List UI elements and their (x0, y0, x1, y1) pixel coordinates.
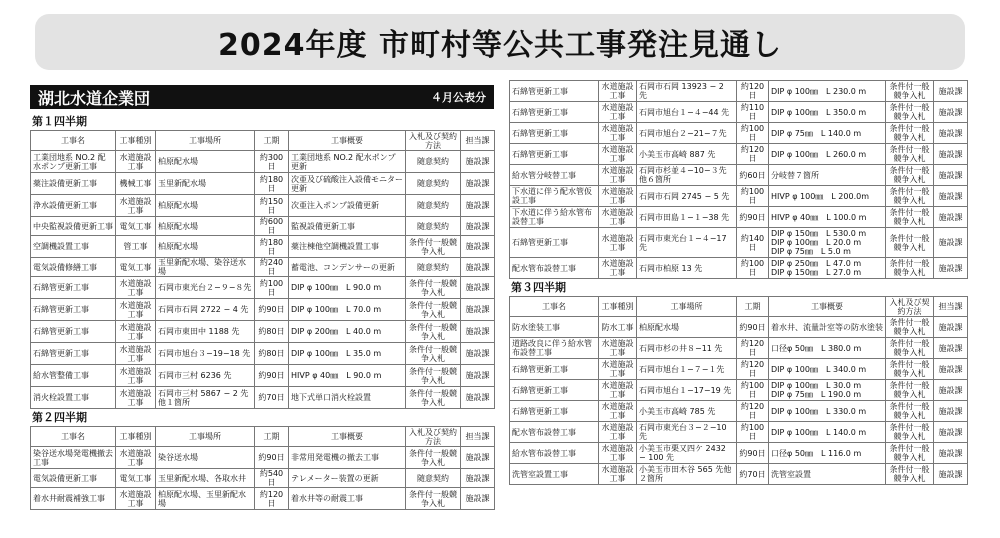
work-name-cell: 電気設備修繕工事 (31, 258, 116, 277)
work-name-cell: 下水道に伴う配水管仮設工事 (510, 186, 599, 207)
announce-label: ４月公表分 (431, 91, 486, 104)
bid-method-cell: 条件付一般競争入札 (886, 207, 934, 228)
department-cell: 施設課 (461, 236, 495, 258)
table-row (510, 102, 968, 123)
department-cell: 施設課 (461, 488, 495, 510)
table-q3 (509, 296, 968, 485)
work-summary-cell: DIP φ 75㎜ L 140.0 m (769, 123, 886, 144)
bid-method-cell: 随意契約 (406, 151, 461, 173)
work-location-cell: 石岡市杉の井８−11 先 (637, 338, 737, 359)
column-header: 工事概要 (289, 131, 406, 151)
work-type-cell: 機械工事 (116, 173, 156, 195)
work-type-cell: 電気工事 (116, 469, 156, 488)
bid-method-cell: 条件付一般競争入札 (886, 258, 934, 279)
bid-method-cell: 条件付一般競争入札 (886, 186, 934, 207)
work-name-cell: 配水管布設替工事 (510, 422, 599, 443)
work-summary-cell: 薬注棟他空調機設置工事 (289, 236, 406, 258)
work-name-cell: 薬注設備更新工事 (31, 173, 116, 195)
work-period-cell: 約70日 (255, 387, 289, 409)
work-location-cell: 石岡市石岡 13923 − 2 先 (637, 81, 737, 102)
table-row (510, 123, 968, 144)
column-header: 入札及び契約方法 (406, 131, 461, 151)
work-summary-cell: DIP φ 150㎜ L 530.0 m DIP φ 100㎜ L 20.0 m DIP φ 75㎜ L 5.0 m (769, 228, 886, 258)
department-cell: 施設課 (934, 165, 968, 186)
bid-method-cell: 条件付一般競争入札 (406, 321, 461, 343)
work-name-cell: 染谷送水場発電機撤去工事 (31, 447, 116, 469)
work-period-cell: 約100日 (737, 123, 769, 144)
bid-method-cell: 条件付一般競争入札 (886, 144, 934, 165)
work-summary-cell: DIP φ 100㎜ L 70.0 m (289, 299, 406, 321)
column-header: 工事場所 (156, 427, 255, 447)
organization-band (30, 85, 494, 109)
organization-name: 湖北水道企業団 (38, 88, 151, 108)
work-location-cell: 柏原配水場 (637, 317, 737, 338)
work-location-cell: 柏原配水場、玉里新配水場 (156, 488, 255, 510)
department-cell: 施設課 (934, 380, 968, 401)
table-row (31, 217, 495, 236)
work-location-cell: 玉里新配水場、染谷送水場 (156, 258, 255, 277)
work-type-cell: 水道施設工事 (599, 81, 637, 102)
work-location-cell: 石岡市石岡 2722 − 4 先 (156, 299, 255, 321)
work-name-cell: 中央監視設備更新工事 (31, 217, 116, 236)
table-row (510, 464, 968, 485)
work-name-cell: 石綿管更新工事 (31, 343, 116, 365)
table-row (31, 195, 495, 217)
table-row (31, 447, 495, 469)
work-location-cell: 石岡市旭台１−７−１先 (637, 359, 737, 380)
table-row (510, 401, 968, 422)
column-header: 工事名 (31, 131, 116, 151)
bid-method-cell: 条件付一般競争入札 (406, 488, 461, 510)
table-q1 (30, 130, 495, 409)
column-header: 入札及び契約方法 (406, 427, 461, 447)
bid-method-cell: 条件付一般競争入札 (886, 464, 934, 485)
table-row (510, 443, 968, 464)
work-location-cell: 石岡市東光台１−４−17 先 (637, 228, 737, 258)
department-cell: 施設課 (934, 228, 968, 258)
table-row (510, 81, 968, 102)
work-summary-cell: 着水井、流量計室等の防水塗装 (769, 317, 886, 338)
work-period-cell: 約120日 (737, 338, 769, 359)
work-summary-cell: DIP φ 100㎜ L 30.0 m DIP φ 75㎜ L 190.0 m (769, 380, 886, 401)
table-row (31, 488, 495, 510)
work-type-cell: 水道施設工事 (599, 165, 637, 186)
work-location-cell: 小美玉市栗又四ケ 2432 − 100 先 (637, 443, 737, 464)
work-location-cell: 玉里新配水場 (156, 173, 255, 195)
work-type-cell: 水道施設工事 (116, 343, 156, 365)
bid-method-cell: 条件付一般競争入札 (886, 228, 934, 258)
work-summary-cell: DIP φ 100㎜ L 140.0 m (769, 422, 886, 443)
title-bar (35, 14, 965, 70)
bid-method-cell: 条件付一般競争入札 (886, 81, 934, 102)
work-name-cell: 石綿管更新工事 (31, 277, 116, 299)
work-type-cell: 電気工事 (116, 217, 156, 236)
bid-method-cell: 随意契約 (406, 195, 461, 217)
column-header: 入札及び契約方法 (886, 297, 934, 317)
department-cell: 施設課 (934, 317, 968, 338)
bid-method-cell: 条件付一般競争入札 (886, 443, 934, 464)
work-period-cell: 約80日 (255, 321, 289, 343)
table-row (31, 173, 495, 195)
table-row (510, 380, 968, 401)
table-row (510, 165, 968, 186)
work-period-cell: 約100日 (737, 186, 769, 207)
work-period-cell: 約540日 (255, 469, 289, 488)
department-cell: 施設課 (461, 469, 495, 488)
work-type-cell: 水道施設工事 (599, 338, 637, 359)
work-period-cell: 約100日 (737, 422, 769, 443)
department-cell: 施設課 (461, 195, 495, 217)
bid-method-cell: 条件付一般競争入札 (406, 447, 461, 469)
work-location-cell: 柏原配水場 (156, 195, 255, 217)
table-header-row (31, 427, 495, 447)
work-type-cell: 水道施設工事 (599, 144, 637, 165)
work-name-cell: 消火栓設置工事 (31, 387, 116, 409)
work-location-cell: 小美玉市高崎 887 先 (637, 144, 737, 165)
work-location-cell: 石岡市旭台１−17−19 先 (637, 380, 737, 401)
work-type-cell: 水道施設工事 (116, 321, 156, 343)
bid-method-cell: 条件付一般競争入札 (886, 338, 934, 359)
work-summary-cell: DIP φ 100㎜ L 35.0 m (289, 343, 406, 365)
column-header: 工事場所 (637, 297, 737, 317)
work-location-cell: 柏原配水場 (156, 151, 255, 173)
work-name-cell: 防水塗装工事 (510, 317, 599, 338)
column-header: 担当課 (461, 131, 495, 151)
table-row (31, 469, 495, 488)
department-cell: 施設課 (461, 321, 495, 343)
table-row (510, 144, 968, 165)
table-row (31, 151, 495, 173)
work-type-cell: 水道施設工事 (116, 387, 156, 409)
work-period-cell: 約120日 (737, 401, 769, 422)
department-cell: 施設課 (461, 173, 495, 195)
department-cell: 施設課 (934, 338, 968, 359)
work-period-cell: 約90日 (255, 299, 289, 321)
work-type-cell: 水道施設工事 (116, 277, 156, 299)
department-cell: 施設課 (934, 359, 968, 380)
work-name-cell: 配水管布設替工事 (510, 258, 599, 279)
work-summary-cell: HIVP φ 40㎜ L 90.0 m (289, 365, 406, 387)
work-period-cell: 約70日 (737, 464, 769, 485)
work-name-cell: 電気設備更新工事 (31, 469, 116, 488)
table-q2-continued (509, 80, 968, 279)
work-period-cell: 約120日 (737, 144, 769, 165)
work-period-cell: 約110日 (737, 102, 769, 123)
column-header: 担当課 (461, 427, 495, 447)
work-period-cell: 約80日 (255, 343, 289, 365)
department-cell: 施設課 (934, 443, 968, 464)
work-location-cell: 石岡市旭台１−４−44 先 (637, 102, 737, 123)
work-period-cell: 約90日 (255, 447, 289, 469)
work-location-cell: 石岡市田島１−１−38 先 (637, 207, 737, 228)
department-cell: 施設課 (934, 102, 968, 123)
work-name-cell: 給水管整備工事 (31, 365, 116, 387)
work-name-cell: 洗管室設置工事 (510, 464, 599, 485)
bid-method-cell: 条件付一般競争入札 (406, 343, 461, 365)
column-header: 工期 (255, 131, 289, 151)
section-label-q1: 第１四半期 (32, 115, 87, 128)
table-row (510, 359, 968, 380)
work-location-cell: 石岡市杉並４−10−３先他６箇所 (637, 165, 737, 186)
work-location-cell: 玉里新配水場、各取水井 (156, 469, 255, 488)
bid-method-cell: 条件付一般競争入札 (406, 277, 461, 299)
table-row (31, 343, 495, 365)
department-cell: 施設課 (934, 123, 968, 144)
work-summary-cell: 地下式単口消火栓設置 (289, 387, 406, 409)
work-period-cell: 約300日 (255, 151, 289, 173)
work-location-cell: 染谷送水場 (156, 447, 255, 469)
work-period-cell: 約120日 (737, 359, 769, 380)
department-cell: 施設課 (461, 299, 495, 321)
work-period-cell: 約140日 (737, 228, 769, 258)
section-label-q3: 第３四半期 (511, 281, 566, 294)
bid-method-cell: 条件付一般競争入札 (886, 380, 934, 401)
work-name-cell: 石綿管更新工事 (510, 228, 599, 258)
column-header: 工事名 (510, 297, 599, 317)
department-cell: 施設課 (934, 186, 968, 207)
page-title: 2024年度 市町村等公共工事発注見通し (218, 28, 782, 63)
work-type-cell: 水道施設工事 (599, 422, 637, 443)
work-name-cell: 給水管分岐替工事 (510, 165, 599, 186)
work-location-cell: 石岡市東光台３−２−10 先 (637, 422, 737, 443)
column-header: 担当課 (934, 297, 968, 317)
work-period-cell: 約90日 (737, 443, 769, 464)
table-row (510, 338, 968, 359)
work-summary-cell: 洗管室設置 (769, 464, 886, 485)
work-period-cell: 約60日 (737, 165, 769, 186)
work-name-cell: 石綿管更新工事 (510, 81, 599, 102)
bid-method-cell: 条件付一般競争入札 (886, 123, 934, 144)
work-summary-cell: DIP φ 100㎜ L 90.0 m (289, 277, 406, 299)
column-header: 工事種別 (599, 297, 637, 317)
work-type-cell: 水道施設工事 (599, 380, 637, 401)
bid-method-cell: 条件付一般競争入札 (886, 102, 934, 123)
work-summary-cell: 着水井等の耐震工事 (289, 488, 406, 510)
bid-method-cell: 随意契約 (406, 173, 461, 195)
work-name-cell: 下水道に伴う給水管布設替工事 (510, 207, 599, 228)
department-cell: 施設課 (934, 144, 968, 165)
work-type-cell: 水道施設工事 (599, 401, 637, 422)
work-type-cell: 水道施設工事 (599, 186, 637, 207)
work-period-cell: 約600日 (255, 217, 289, 236)
work-summary-cell: DIP φ 100㎜ L 260.0 m (769, 144, 886, 165)
work-type-cell: 水道施設工事 (116, 195, 156, 217)
work-name-cell: 給水管布設替工事 (510, 443, 599, 464)
work-location-cell: 石岡市三村 6236 先 (156, 365, 255, 387)
work-type-cell: 水道施設工事 (599, 207, 637, 228)
work-location-cell: 石岡市東田中 1188 先 (156, 321, 255, 343)
table-header-row (31, 131, 495, 151)
work-type-cell: 水道施設工事 (599, 359, 637, 380)
column-header: 工事概要 (289, 427, 406, 447)
bid-method-cell: 随意契約 (406, 469, 461, 488)
table-row (510, 228, 968, 258)
column-header: 工事概要 (769, 297, 886, 317)
work-type-cell: 水道施設工事 (599, 258, 637, 279)
work-summary-cell: 蓄電池、コンデンサーの更新 (289, 258, 406, 277)
work-period-cell: 約100日 (737, 258, 769, 279)
column-header: 工期 (737, 297, 769, 317)
work-name-cell: 工業団地系 NO.2 配水ポンプ更新工事 (31, 151, 116, 173)
table-row (510, 258, 968, 279)
work-name-cell: 石綿管更新工事 (31, 321, 116, 343)
table-row (31, 321, 495, 343)
bid-method-cell: 条件付一般競争入札 (886, 422, 934, 443)
bid-method-cell: 条件付一般競争入札 (886, 359, 934, 380)
work-location-cell: 柏原配水場 (156, 236, 255, 258)
work-location-cell: 小美玉市田木谷 565 先他２箇所 (637, 464, 737, 485)
work-period-cell: 約150日 (255, 195, 289, 217)
work-summary-cell: DIP φ 100㎜ L 230.0 m (769, 81, 886, 102)
department-cell: 施設課 (934, 207, 968, 228)
table-row (31, 277, 495, 299)
column-header: 工期 (255, 427, 289, 447)
section-label-q2: 第２四半期 (32, 411, 87, 424)
column-header: 工事種別 (116, 131, 156, 151)
table-row (510, 186, 968, 207)
work-period-cell: 約180日 (255, 236, 289, 258)
work-summary-cell: 口径φ 50㎜ L 116.0 m (769, 443, 886, 464)
work-location-cell: 石岡市東光台２−９−８先 (156, 277, 255, 299)
work-period-cell: 約90日 (737, 317, 769, 338)
work-summary-cell: 監視設備更新工事 (289, 217, 406, 236)
work-type-cell: 水道施設工事 (599, 123, 637, 144)
work-type-cell: 水道施設工事 (116, 151, 156, 173)
department-cell: 施設課 (461, 387, 495, 409)
work-summary-cell: 次亜注入ポンプ設備更新 (289, 195, 406, 217)
work-location-cell: 柏原配水場 (156, 217, 255, 236)
right-column (509, 80, 967, 485)
department-cell: 施設課 (461, 365, 495, 387)
table-row (510, 422, 968, 443)
table-row (31, 299, 495, 321)
work-summary-cell: 非常用発電機の撤去工事 (289, 447, 406, 469)
work-name-cell: 浄水設備更新工事 (31, 195, 116, 217)
column-header: 工事場所 (156, 131, 255, 151)
table-row (31, 365, 495, 387)
bid-method-cell: 条件付一般競争入札 (406, 236, 461, 258)
work-type-cell: 水道施設工事 (116, 365, 156, 387)
work-summary-cell: 次亜及び硫酸注入設備モニター更新 (289, 173, 406, 195)
work-name-cell: 空調機設置工事 (31, 236, 116, 258)
bid-method-cell: 条件付一般競争入札 (886, 165, 934, 186)
work-summary-cell: DIP φ 100㎜ L 330.0 m (769, 401, 886, 422)
left-column (30, 85, 494, 510)
bid-method-cell: 随意契約 (406, 217, 461, 236)
bid-method-cell: 条件付一般競争入札 (406, 299, 461, 321)
work-type-cell: 水道施設工事 (116, 447, 156, 469)
department-cell: 施設課 (461, 277, 495, 299)
department-cell: 施設課 (934, 422, 968, 443)
table-q2 (30, 426, 495, 510)
bid-method-cell: 条件付一般競争入札 (406, 365, 461, 387)
work-period-cell: 約90日 (255, 365, 289, 387)
work-name-cell: 石綿管更新工事 (510, 144, 599, 165)
work-location-cell: 石岡市三村 5867 − 2 先他１箇所 (156, 387, 255, 409)
work-type-cell: 水道施設工事 (116, 299, 156, 321)
bid-method-cell: 条件付一般競争入札 (886, 317, 934, 338)
department-cell: 施設課 (934, 81, 968, 102)
work-summary-cell: 分岐替７箇所 (769, 165, 886, 186)
work-type-cell: 水道施設工事 (116, 488, 156, 510)
bid-method-cell: 条件付一般競争入札 (886, 401, 934, 422)
work-name-cell: 石綿管更新工事 (510, 380, 599, 401)
table-header-row (510, 297, 968, 317)
work-period-cell: 約100日 (255, 277, 289, 299)
department-cell: 施設課 (461, 258, 495, 277)
work-summary-cell: 口径φ 50㎜ L 380.0 m (769, 338, 886, 359)
table-row (31, 236, 495, 258)
work-type-cell: 水道施設工事 (599, 464, 637, 485)
work-type-cell: 管工事 (116, 236, 156, 258)
department-cell: 施設課 (461, 447, 495, 469)
department-cell: 施設課 (934, 464, 968, 485)
table-row (31, 258, 495, 277)
work-summary-cell: DIP φ 100㎜ L 350.0 m (769, 102, 886, 123)
department-cell: 施設課 (934, 401, 968, 422)
work-location-cell: 石岡市柏原 13 先 (637, 258, 737, 279)
work-name-cell: 石綿管更新工事 (31, 299, 116, 321)
department-cell: 施設課 (934, 258, 968, 279)
work-type-cell: 防水工事 (599, 317, 637, 338)
work-period-cell: 約180日 (255, 173, 289, 195)
work-location-cell: 石岡市石岡 2745 − 5 先 (637, 186, 737, 207)
table-row (510, 317, 968, 338)
bid-method-cell: 随意契約 (406, 258, 461, 277)
department-cell: 施設課 (461, 217, 495, 236)
work-period-cell: 約100日 (737, 380, 769, 401)
work-summary-cell: DIP φ 200㎜ L 40.0 m (289, 321, 406, 343)
work-summary-cell: HIVP φ 100㎜ L 200.0m (769, 186, 886, 207)
work-type-cell: 水道施設工事 (599, 102, 637, 123)
work-summary-cell: 工業団地系 NO.2 配水ポンプ更新 (289, 151, 406, 173)
work-location-cell: 小美玉市高崎 785 先 (637, 401, 737, 422)
work-location-cell: 石岡市旭台３−19−18 先 (156, 343, 255, 365)
work-name-cell: 石綿管更新工事 (510, 401, 599, 422)
work-type-cell: 電気工事 (116, 258, 156, 277)
work-summary-cell: DIP φ 100㎜ L 340.0 m (769, 359, 886, 380)
work-type-cell: 水道施設工事 (599, 228, 637, 258)
work-location-cell: 石岡市旭台２−21−７先 (637, 123, 737, 144)
department-cell: 施設課 (461, 151, 495, 173)
work-period-cell: 約240日 (255, 258, 289, 277)
work-summary-cell: DIP φ 250㎜ L 47.0 m DIP φ 150㎜ L 27.0 m (769, 258, 886, 279)
department-cell: 施設課 (461, 343, 495, 365)
work-type-cell: 水道施設工事 (599, 443, 637, 464)
table-row (510, 207, 968, 228)
work-summary-cell: テレメーター装置の更新 (289, 469, 406, 488)
column-header: 工事種別 (116, 427, 156, 447)
column-header: 工事名 (31, 427, 116, 447)
table-row (31, 387, 495, 409)
work-name-cell: 着水井耐震補強工事 (31, 488, 116, 510)
bid-method-cell: 条件付一般競争入札 (406, 387, 461, 409)
work-period-cell: 約120日 (737, 81, 769, 102)
work-period-cell: 約90日 (737, 207, 769, 228)
work-name-cell: 石綿管更新工事 (510, 102, 599, 123)
work-period-cell: 約120日 (255, 488, 289, 510)
work-name-cell: 石綿管更新工事 (510, 123, 599, 144)
work-summary-cell: HIVP φ 40㎜ L 100.0 m (769, 207, 886, 228)
work-name-cell: 石綿管更新工事 (510, 359, 599, 380)
work-name-cell: 道路改良に伴う給水管布設替工事 (510, 338, 599, 359)
